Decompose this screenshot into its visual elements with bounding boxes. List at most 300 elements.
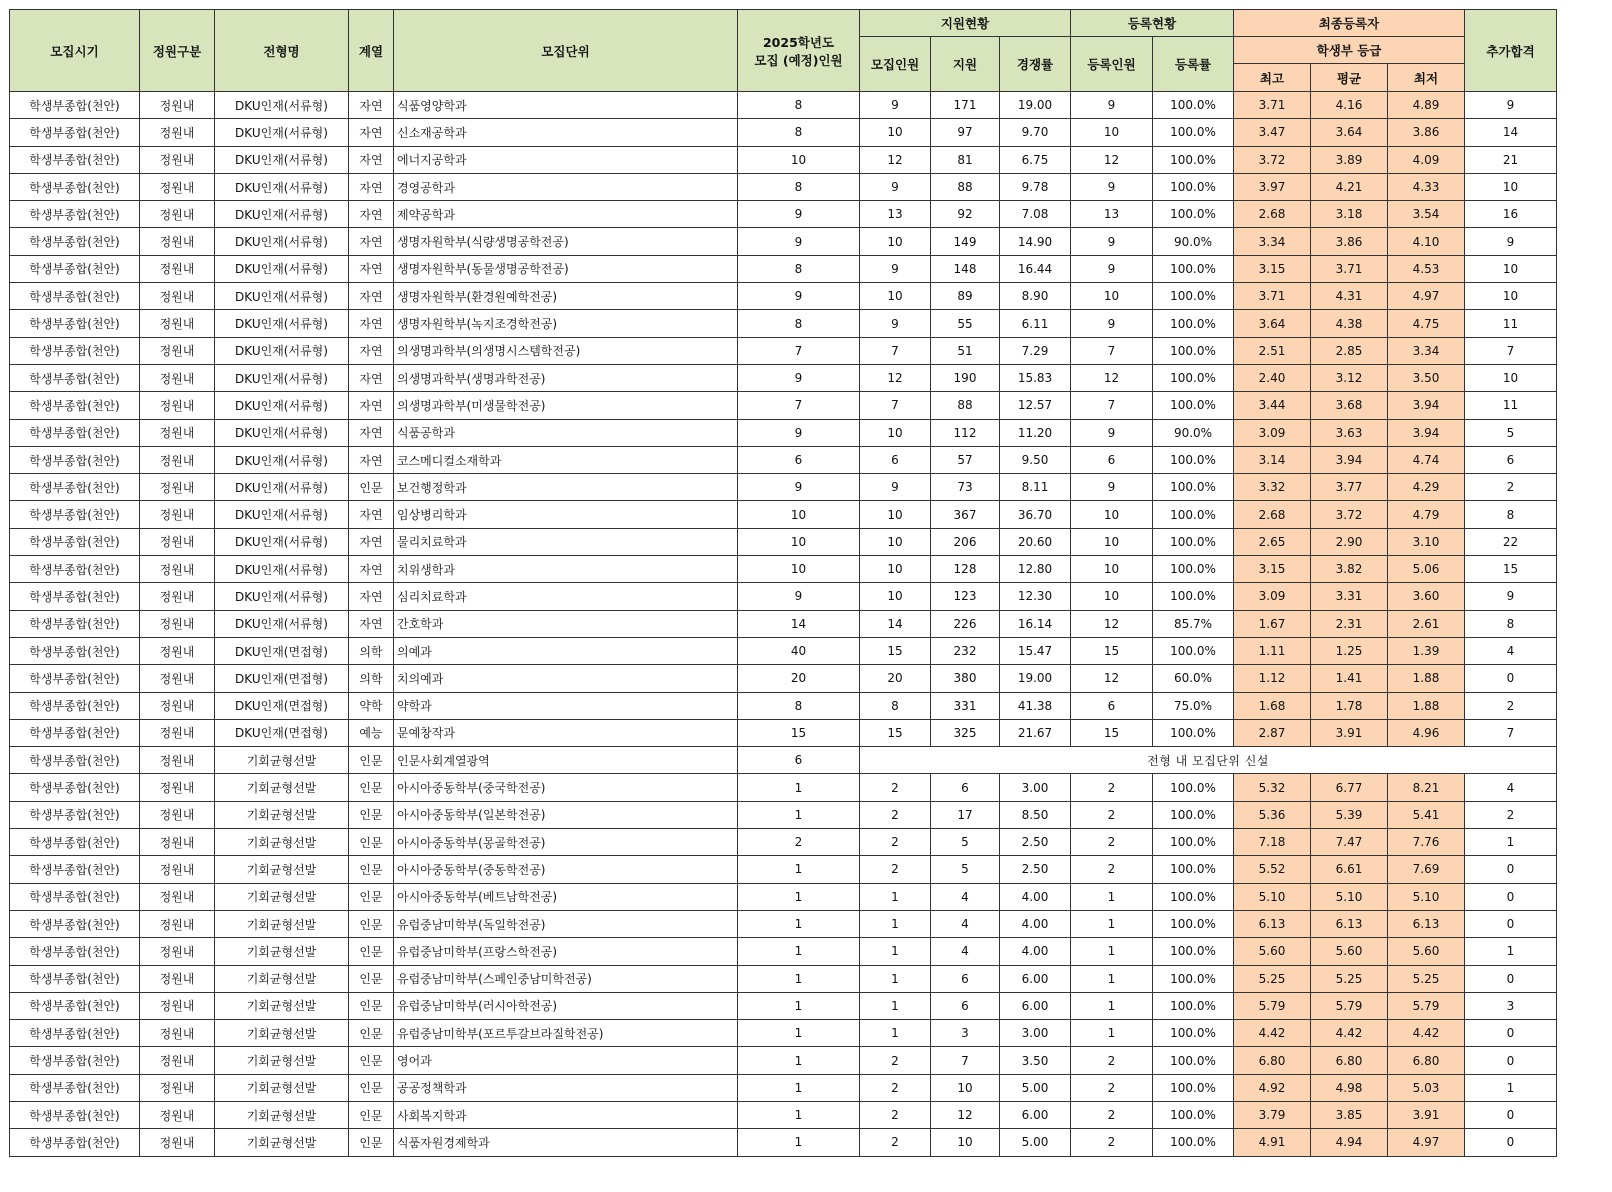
- cell-reg-rate: 100.0%: [1153, 637, 1234, 664]
- cell-extra: 10: [1465, 283, 1557, 310]
- cell-admission-type: DKU인재(서류형): [215, 337, 349, 364]
- cell-grade-max: 2.68: [1234, 501, 1311, 528]
- cell-unit: 의예과: [394, 637, 738, 664]
- cell-grade-avg: 6.80: [1311, 1047, 1388, 1074]
- cell-grade-min: 4.09: [1388, 146, 1465, 173]
- cell-apply-ratio: 2.50: [1000, 856, 1071, 883]
- cell-grade-max: 5.10: [1234, 883, 1311, 910]
- cell-period: 학생부종합(천안): [10, 774, 140, 801]
- cell-reg-count: 6: [1071, 692, 1153, 719]
- cell-apply-count: 81: [931, 146, 1000, 173]
- cell-period: 학생부종합(천안): [10, 1129, 140, 1156]
- cell-reg-rate: 100.0%: [1153, 965, 1234, 992]
- cell-grade-avg: 4.98: [1311, 1074, 1388, 1101]
- table-row: [10, 747, 1557, 774]
- cell-quota: 정원내: [140, 610, 215, 637]
- cell-extra: 0: [1465, 1129, 1557, 1156]
- cell-quota: 정원내: [140, 528, 215, 555]
- cell-grade-max: 3.44: [1234, 392, 1311, 419]
- cell-grade-min: 3.86: [1388, 119, 1465, 146]
- cell-apply-count: 123: [931, 583, 1000, 610]
- cell-admission-type: DKU인재(면접형): [215, 692, 349, 719]
- cell-apply-ratio: 16.14: [1000, 610, 1071, 637]
- cell-period: 학생부종합(천안): [10, 829, 140, 856]
- cell-reg-rate: 100.0%: [1153, 173, 1234, 200]
- cell-apply-count: 190: [931, 364, 1000, 391]
- cell-apply-count: 367: [931, 501, 1000, 528]
- spreadsheet: [9, 9, 1557, 1157]
- header-grade-avg: 평균: [1311, 64, 1388, 92]
- cell-apply-recruit: 1: [860, 965, 931, 992]
- header-final-group: 최종등록자: [1234, 10, 1465, 37]
- cell-reg-count: 12: [1071, 610, 1153, 637]
- cell-admission-type: 기회균형선발: [215, 938, 349, 965]
- cell-grade-max: 5.25: [1234, 965, 1311, 992]
- table-row: [10, 1101, 1557, 1128]
- cell-apply-recruit: 6: [860, 446, 931, 473]
- cell-apply-recruit: 10: [860, 528, 931, 555]
- cell-plan: 8: [738, 310, 860, 337]
- cell-field: 인문: [349, 910, 394, 937]
- cell-grade-max: 5.60: [1234, 938, 1311, 965]
- cell-extra: 4: [1465, 637, 1557, 664]
- cell-apply-recruit: 2: [860, 1074, 931, 1101]
- cell-grade-min: 3.94: [1388, 392, 1465, 419]
- cell-field: 인문: [349, 801, 394, 828]
- cell-extra: 6: [1465, 446, 1557, 473]
- cell-extra: 10: [1465, 173, 1557, 200]
- cell-field: 자연: [349, 610, 394, 637]
- table-row: [10, 310, 1557, 337]
- cell-period: 학생부종합(천안): [10, 173, 140, 200]
- cell-extra: 2: [1465, 474, 1557, 501]
- cell-reg-count: 12: [1071, 364, 1153, 391]
- cell-quota: 정원내: [140, 310, 215, 337]
- cell-extra: 15: [1465, 556, 1557, 583]
- cell-grade-max: 1.67: [1234, 610, 1311, 637]
- cell-quota: 정원내: [140, 392, 215, 419]
- cell-apply-count: 331: [931, 692, 1000, 719]
- cell-unit: 사회복지학과: [394, 1101, 738, 1128]
- cell-apply-count: 6: [931, 774, 1000, 801]
- cell-extra: 0: [1465, 1101, 1557, 1128]
- cell-apply-ratio: 5.00: [1000, 1129, 1071, 1156]
- cell-reg-count: 7: [1071, 337, 1153, 364]
- cell-reg-count: 9: [1071, 92, 1153, 119]
- cell-admission-type: DKU인재(서류형): [215, 146, 349, 173]
- cell-field: 자연: [349, 201, 394, 228]
- cell-reg-count: 2: [1071, 1129, 1153, 1156]
- cell-reg-rate: 100.0%: [1153, 528, 1234, 555]
- cell-grade-avg: 5.10: [1311, 883, 1388, 910]
- cell-unit: 유럽중남미학부(스페인중남미학전공): [394, 965, 738, 992]
- cell-quota: 정원내: [140, 119, 215, 146]
- cell-unit: 아시아중동학부(일본학전공): [394, 801, 738, 828]
- cell-reg-count: 9: [1071, 173, 1153, 200]
- cell-apply-ratio: 2.50: [1000, 829, 1071, 856]
- cell-admission-type: DKU인재(서류형): [215, 583, 349, 610]
- cell-grade-min: 1.88: [1388, 665, 1465, 692]
- cell-admission-type: DKU인재(서류형): [215, 474, 349, 501]
- cell-extra: 16: [1465, 201, 1557, 228]
- cell-apply-count: 5: [931, 829, 1000, 856]
- table-row: [10, 337, 1557, 364]
- cell-grade-avg: 3.82: [1311, 556, 1388, 583]
- cell-period: 학생부종합(천안): [10, 419, 140, 446]
- cell-admission-type: DKU인재(서류형): [215, 419, 349, 446]
- cell-admission-type: DKU인재(서류형): [215, 201, 349, 228]
- cell-quota: 정원내: [140, 801, 215, 828]
- cell-apply-ratio: 6.00: [1000, 992, 1071, 1019]
- cell-quota: 정원내: [140, 173, 215, 200]
- cell-reg-count: 13: [1071, 201, 1153, 228]
- header-reg-count: 등록인원: [1071, 37, 1153, 92]
- cell-plan: 1: [738, 992, 860, 1019]
- cell-apply-recruit: 1: [860, 1020, 931, 1047]
- table-row: [10, 610, 1557, 637]
- cell-grade-max: 3.47: [1234, 119, 1311, 146]
- cell-extra: 8: [1465, 610, 1557, 637]
- cell-reg-count: 2: [1071, 774, 1153, 801]
- cell-unit: 아시아중동학부(몽골학전공): [394, 829, 738, 856]
- cell-apply-recruit: 10: [860, 119, 931, 146]
- cell-reg-rate: 60.0%: [1153, 665, 1234, 692]
- cell-apply-count: 226: [931, 610, 1000, 637]
- cell-apply-recruit: 13: [860, 201, 931, 228]
- cell-grade-avg: 1.25: [1311, 637, 1388, 664]
- cell-grade-max: 7.18: [1234, 829, 1311, 856]
- cell-grade-avg: 5.25: [1311, 965, 1388, 992]
- cell-quota: 정원내: [140, 1129, 215, 1156]
- cell-grade-avg: 1.41: [1311, 665, 1388, 692]
- cell-unit: 보건행정학과: [394, 474, 738, 501]
- cell-apply-ratio: 4.00: [1000, 883, 1071, 910]
- cell-grade-avg: 4.38: [1311, 310, 1388, 337]
- cell-period: 학생부종합(천안): [10, 637, 140, 664]
- cell-apply-count: 89: [931, 283, 1000, 310]
- cell-reg-count: 9: [1071, 419, 1153, 446]
- cell-apply-ratio: 5.00: [1000, 1074, 1071, 1101]
- cell-quota: 정원내: [140, 556, 215, 583]
- cell-field: 예능: [349, 719, 394, 746]
- cell-apply-count: 17: [931, 801, 1000, 828]
- cell-reg-count: 1: [1071, 910, 1153, 937]
- cell-apply-recruit: 12: [860, 364, 931, 391]
- cell-field: 인문: [349, 1020, 394, 1047]
- header-grade-min: 최저: [1388, 64, 1465, 92]
- cell-reg-count: 2: [1071, 1074, 1153, 1101]
- cell-plan: 6: [738, 446, 860, 473]
- cell-apply-ratio: 7.29: [1000, 337, 1071, 364]
- cell-reg-count: 1: [1071, 965, 1153, 992]
- cell-grade-avg: 6.61: [1311, 856, 1388, 883]
- cell-quota: 정원내: [140, 637, 215, 664]
- cell-apply-count: 4: [931, 910, 1000, 937]
- cell-grade-avg: 3.31: [1311, 583, 1388, 610]
- cell-unit: 영어과: [394, 1047, 738, 1074]
- cell-reg-rate: 100.0%: [1153, 501, 1234, 528]
- cell-apply-count: 51: [931, 337, 1000, 364]
- cell-quota: 정원내: [140, 201, 215, 228]
- cell-admission-type: DKU인재(서류형): [215, 501, 349, 528]
- cell-extra: 11: [1465, 310, 1557, 337]
- table-row: [10, 146, 1557, 173]
- cell-reg-count: 9: [1071, 310, 1153, 337]
- cell-grade-min: 5.79: [1388, 992, 1465, 1019]
- cell-grade-min: 3.50: [1388, 364, 1465, 391]
- cell-extra: 4: [1465, 774, 1557, 801]
- cell-quota: 정원내: [140, 255, 215, 282]
- cell-grade-min: 5.03: [1388, 1074, 1465, 1101]
- cell-admission-type: DKU인재(면접형): [215, 719, 349, 746]
- cell-quota: 정원내: [140, 1074, 215, 1101]
- cell-extra: 2: [1465, 801, 1557, 828]
- cell-apply-recruit: 10: [860, 283, 931, 310]
- cell-apply-ratio: 6.00: [1000, 965, 1071, 992]
- cell-grade-min: 4.96: [1388, 719, 1465, 746]
- cell-apply-count: 325: [931, 719, 1000, 746]
- cell-grade-avg: 4.31: [1311, 283, 1388, 310]
- cell-plan: 8: [738, 692, 860, 719]
- cell-admission-type: 기회균형선발: [215, 856, 349, 883]
- cell-admission-type: DKU인재(서류형): [215, 528, 349, 555]
- cell-apply-ratio: 12.57: [1000, 392, 1071, 419]
- cell-apply-recruit: 2: [860, 1101, 931, 1128]
- cell-extra: 21: [1465, 146, 1557, 173]
- cell-period: 학생부종합(천안): [10, 474, 140, 501]
- cell-apply-count: 4: [931, 883, 1000, 910]
- table-row: [10, 856, 1557, 883]
- cell-grade-avg: 2.31: [1311, 610, 1388, 637]
- cell-apply-ratio: 9.78: [1000, 173, 1071, 200]
- cell-unit: 문예창작과: [394, 719, 738, 746]
- cell-extra: 14: [1465, 119, 1557, 146]
- cell-admission-type: 기회균형선발: [215, 829, 349, 856]
- table-row: [10, 1020, 1557, 1047]
- cell-grade-max: 4.91: [1234, 1129, 1311, 1156]
- header-plan: [738, 10, 860, 92]
- cell-apply-count: 6: [931, 965, 1000, 992]
- cell-extra: 9: [1465, 92, 1557, 119]
- cell-grade-min: 6.13: [1388, 910, 1465, 937]
- cell-reg-rate: 100.0%: [1153, 856, 1234, 883]
- cell-extra: 0: [1465, 856, 1557, 883]
- header-grade-max: 최고: [1234, 64, 1311, 92]
- cell-field: 의학: [349, 637, 394, 664]
- cell-period: 학생부종합(천안): [10, 283, 140, 310]
- cell-unit: 식품공학과: [394, 419, 738, 446]
- table-row: [10, 119, 1557, 146]
- cell-grade-max: 3.72: [1234, 146, 1311, 173]
- cell-quota: 정원내: [140, 364, 215, 391]
- cell-period: 학생부종합(천안): [10, 910, 140, 937]
- cell-unit: 약학과: [394, 692, 738, 719]
- cell-apply-recruit: 15: [860, 637, 931, 664]
- cell-apply-ratio: 16.44: [1000, 255, 1071, 282]
- cell-grade-min: 4.74: [1388, 446, 1465, 473]
- cell-unit: 의생명과학부(의생명시스템학전공): [394, 337, 738, 364]
- cell-unit: 간호학과: [394, 610, 738, 637]
- cell-admission-type: DKU인재(면접형): [215, 637, 349, 664]
- cell-reg-rate: 100.0%: [1153, 583, 1234, 610]
- cell-field: 인문: [349, 938, 394, 965]
- cell-apply-count: 6: [931, 992, 1000, 1019]
- cell-new-unit-note: 전형 내 모집단위 신설: [860, 747, 1557, 774]
- cell-grade-max: 3.97: [1234, 173, 1311, 200]
- cell-reg-count: 10: [1071, 283, 1153, 310]
- table-row: [10, 910, 1557, 937]
- cell-reg-rate: 100.0%: [1153, 474, 1234, 501]
- cell-field: 인문: [349, 1074, 394, 1101]
- cell-grade-min: 1.88: [1388, 692, 1465, 719]
- cell-plan: 10: [738, 501, 860, 528]
- cell-admission-type: DKU인재(서류형): [215, 310, 349, 337]
- cell-unit: 공공정책학과: [394, 1074, 738, 1101]
- cell-unit: 제약공학과: [394, 201, 738, 228]
- table-row: [10, 665, 1557, 692]
- cell-quota: 정원내: [140, 883, 215, 910]
- cell-quota: 정원내: [140, 501, 215, 528]
- cell-apply-recruit: 9: [860, 173, 931, 200]
- cell-plan: 1: [738, 883, 860, 910]
- cell-reg-rate: 100.0%: [1153, 910, 1234, 937]
- cell-field: 자연: [349, 310, 394, 337]
- header-extra: 추가합격: [1465, 10, 1557, 92]
- cell-extra: 1: [1465, 938, 1557, 965]
- cell-field: 인문: [349, 883, 394, 910]
- table-row: [10, 501, 1557, 528]
- cell-plan: 8: [738, 173, 860, 200]
- cell-period: 학생부종합(천안): [10, 719, 140, 746]
- cell-admission-type: DKU인재(서류형): [215, 556, 349, 583]
- cell-unit: 유럽중남미학부(독일학전공): [394, 910, 738, 937]
- cell-grade-max: 1.68: [1234, 692, 1311, 719]
- cell-unit: 아시아중동학부(베트남학전공): [394, 883, 738, 910]
- cell-period: 학생부종합(천안): [10, 1101, 140, 1128]
- cell-apply-ratio: 6.00: [1000, 1101, 1071, 1128]
- cell-grade-min: 5.41: [1388, 801, 1465, 828]
- cell-period: 학생부종합(천안): [10, 583, 140, 610]
- table-row: [10, 583, 1557, 610]
- cell-field: 인문: [349, 965, 394, 992]
- cell-quota: 정원내: [140, 938, 215, 965]
- cell-grade-min: 5.25: [1388, 965, 1465, 992]
- cell-reg-rate: 100.0%: [1153, 201, 1234, 228]
- cell-unit: 유럽중남미학부(프랑스학전공): [394, 938, 738, 965]
- cell-grade-avg: 7.47: [1311, 829, 1388, 856]
- cell-grade-min: 4.53: [1388, 255, 1465, 282]
- cell-extra: 10: [1465, 364, 1557, 391]
- cell-reg-count: 12: [1071, 146, 1153, 173]
- cell-grade-avg: 3.89: [1311, 146, 1388, 173]
- cell-reg-count: 9: [1071, 228, 1153, 255]
- cell-grade-min: 3.34: [1388, 337, 1465, 364]
- cell-quota: 정원내: [140, 283, 215, 310]
- cell-period: 학생부종합(천안): [10, 310, 140, 337]
- cell-reg-rate: 100.0%: [1153, 283, 1234, 310]
- cell-apply-ratio: 8.90: [1000, 283, 1071, 310]
- cell-grade-max: 5.52: [1234, 856, 1311, 883]
- cell-plan: 10: [738, 528, 860, 555]
- cell-grade-min: 8.21: [1388, 774, 1465, 801]
- cell-plan: 20: [738, 665, 860, 692]
- cell-apply-ratio: 41.38: [1000, 692, 1071, 719]
- cell-reg-count: 2: [1071, 856, 1153, 883]
- cell-unit: 치의예과: [394, 665, 738, 692]
- cell-unit: 심리치료학과: [394, 583, 738, 610]
- cell-unit: 의생명과학부(미생물학전공): [394, 392, 738, 419]
- cell-apply-recruit: 12: [860, 146, 931, 173]
- cell-quota: 정원내: [140, 446, 215, 473]
- cell-plan: 1: [738, 774, 860, 801]
- cell-field: 약학: [349, 692, 394, 719]
- cell-period: 학생부종합(천안): [10, 938, 140, 965]
- cell-admission-type: 기회균형선발: [215, 1047, 349, 1074]
- cell-field: 인문: [349, 1129, 394, 1156]
- cell-extra: 0: [1465, 910, 1557, 937]
- cell-apply-recruit: 2: [860, 774, 931, 801]
- cell-period: 학생부종합(천안): [10, 201, 140, 228]
- cell-reg-count: 2: [1071, 1101, 1153, 1128]
- cell-reg-count: 10: [1071, 501, 1153, 528]
- cell-period: 학생부종합(천안): [10, 610, 140, 637]
- cell-field: 인문: [349, 474, 394, 501]
- cell-plan: 6: [738, 747, 860, 774]
- cell-grade-max: 3.32: [1234, 474, 1311, 501]
- cell-admission-type: DKU인재(서류형): [215, 610, 349, 637]
- cell-grade-avg: 4.94: [1311, 1129, 1388, 1156]
- cell-reg-rate: 90.0%: [1153, 228, 1234, 255]
- cell-grade-max: 6.13: [1234, 910, 1311, 937]
- cell-reg-rate: 100.0%: [1153, 310, 1234, 337]
- cell-admission-type: DKU인재(서류형): [215, 392, 349, 419]
- cell-grade-min: 4.97: [1388, 1129, 1465, 1156]
- cell-extra: 9: [1465, 228, 1557, 255]
- table-row: [10, 938, 1557, 965]
- cell-apply-ratio: 6.11: [1000, 310, 1071, 337]
- cell-grade-max: 6.80: [1234, 1047, 1311, 1074]
- cell-apply-count: 232: [931, 637, 1000, 664]
- cell-grade-min: 4.89: [1388, 92, 1465, 119]
- cell-field: 자연: [349, 283, 394, 310]
- cell-apply-ratio: 9.70: [1000, 119, 1071, 146]
- cell-grade-avg: 5.79: [1311, 992, 1388, 1019]
- cell-period: 학생부종합(천안): [10, 446, 140, 473]
- cell-grade-avg: 3.71: [1311, 255, 1388, 282]
- cell-reg-count: 15: [1071, 719, 1153, 746]
- cell-plan: 1: [738, 1047, 860, 1074]
- cell-admission-type: 기회균형선발: [215, 801, 349, 828]
- cell-grade-avg: 1.78: [1311, 692, 1388, 719]
- cell-admission-type: 기회균형선발: [215, 1074, 349, 1101]
- cell-extra: 7: [1465, 337, 1557, 364]
- table-row: [10, 774, 1557, 801]
- cell-grade-avg: 4.16: [1311, 92, 1388, 119]
- cell-reg-count: 12: [1071, 665, 1153, 692]
- cell-reg-rate: 100.0%: [1153, 392, 1234, 419]
- cell-unit: 생명자원학부(식량생명공학전공): [394, 228, 738, 255]
- header-plan-line2: 모집 (예정)인원: [754, 52, 843, 68]
- cell-plan: 1: [738, 965, 860, 992]
- cell-apply-ratio: 9.50: [1000, 446, 1071, 473]
- cell-unit: 아시아중동학부(중국학전공): [394, 774, 738, 801]
- cell-grade-min: 3.10: [1388, 528, 1465, 555]
- cell-grade-min: 4.75: [1388, 310, 1465, 337]
- cell-grade-min: 4.97: [1388, 283, 1465, 310]
- cell-apply-count: 149: [931, 228, 1000, 255]
- cell-quota: 정원내: [140, 747, 215, 774]
- cell-plan: 9: [738, 583, 860, 610]
